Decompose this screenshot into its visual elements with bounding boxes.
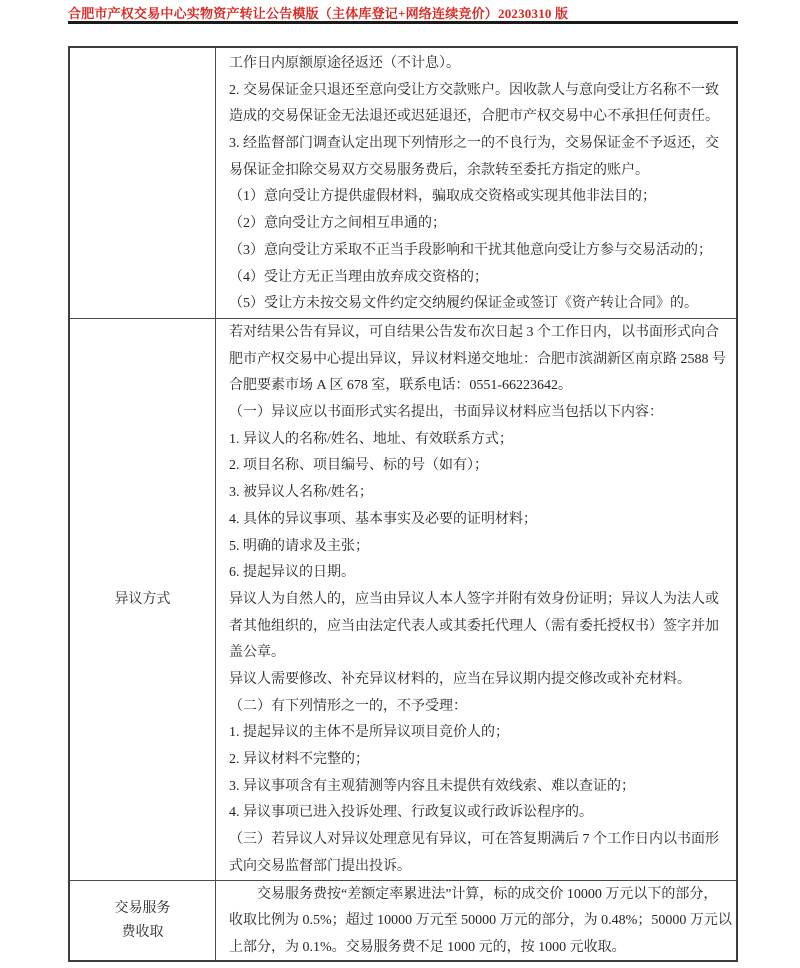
text-line: （3）意向受让方采取不正当手段影响和干扰其他意向受让方参与交易活动的； (229, 242, 712, 258)
text-line: 4. 异议事项已进入投诉处理、行政复议或行政诉讼程序的。 (229, 805, 593, 821)
text-line: 1. 提起异议的主体不是所异议项目竞价人的； (229, 725, 509, 741)
row-content-cell (216, 881, 736, 960)
text-line: 4. 具体的异议事项、基本事实及必要的证明材料； (229, 511, 537, 527)
text-line: 2. 项目名称、项目编号、标的号（如有）； (229, 458, 488, 474)
text-line: 若对结果公告有异议，可自结果公告发布次日起 3 个工作日内，以书面形式向合 (229, 325, 719, 340)
text-line: 收取比例为 0.5%；超过 10000 万元至 50000 万元的部分，为 0.48%；50000 万元以 (229, 913, 732, 929)
text-line: 异议人为自然人的，应当由异议人本人签字并附有效身份证明；异议人为法人或 (229, 591, 719, 607)
text-line: 式向交易监督部门提出投诉。 (229, 858, 411, 874)
text-line: 交易服务费按“差额定率累进法”计算，标的成交价 10000 万元以下的部分， (229, 887, 718, 902)
text-line: 盖公章。 (229, 645, 285, 661)
text-line: 2. 异议材料不完整的； (229, 752, 369, 767)
text-line: 3. 经监督部门调查认定出现下列情形之一的不良行为，交易保证金不予返还，交 (229, 136, 719, 152)
text-line: 工作日内原额原途径返还（不计息）。 (229, 56, 460, 71)
row-content-cell (216, 319, 736, 880)
text-line: 者其他组织的，应当由法定代表人或其委托代理人（需有委托授权书）签字并加 (229, 618, 719, 634)
text-line: 上部分，为 0.1%。交易服务费不足 1000 元的，按 1000 元收取。 (229, 939, 626, 955)
row-label-cell (70, 881, 216, 960)
table-row (70, 881, 736, 960)
text-line: （1）意向受让方提供虚假材料，骗取成交资格或实现其他非法目的； (229, 189, 656, 205)
text-line: 3. 被异议人名称/姓名； (229, 485, 373, 501)
text-line: 造成的交易保证金无法退还或迟延退还，合肥市产权交易中心不承担任何责任。 (229, 109, 719, 125)
text-line: （4）受让方无正当理由放弃成交资格的； (229, 269, 488, 285)
text-line: 易保证金扣除交易双方交易服务费后，余款转至委托方指定的账户。 (229, 162, 649, 178)
text-line: 1. 异议人的名称/姓名、地址、有效联系方式； (229, 431, 513, 447)
text-line: 5. 明确的请求及主张； (229, 538, 369, 554)
row-label: 交易服务费收取 (114, 900, 171, 940)
text-line: （三）若异议人对异议处理意见有异议，可在答复期满后 7 个工作日内以书面形 (229, 832, 719, 848)
text-line: 异议人需要修改、补充异议材料的，应当在异议期内提交修改或补充材料。 (229, 671, 691, 687)
page-title: 合肥市产权交易中心实物资产转让公告模版（主体库登记+网络连续竞价）20230310 版 (68, 6, 569, 21)
row-label-cell (70, 48, 216, 318)
row-label: 异议方式 (114, 591, 171, 607)
text-line: （二）有下列情形之一的，不予受理： (229, 698, 467, 714)
text-line: 合肥要素市场 A 区 678 室，联系电话：0551-66223642。 (229, 378, 572, 394)
table-row (70, 48, 736, 319)
header-divider (68, 21, 738, 24)
text-line: 3. 异议事项含有主观猜测等内容且未提供有效线索、难以查证的； (229, 778, 635, 794)
row-label-cell (70, 319, 216, 880)
text-line: 肥市产权交易中心提出异议，异议材料递交地址：合肥市滨湖新区南京路 2588 号 (229, 351, 726, 367)
text-line: 6. 提起异议的日期。 (229, 565, 355, 581)
announcement-table (68, 46, 738, 962)
text-line: 2. 交易保证金只退还至意向受让方交款账户。因收款人与意向受让方名称不一致 (229, 82, 719, 98)
text-line: （一）异议应以书面形式实名提出，书面异议材料应当包括以下内容： (229, 405, 663, 421)
row-content-cell (216, 48, 736, 318)
text-line: （5）受让方未按交易文件约定交纳履约保证金或签订《资产转让合同》的。 (229, 296, 698, 312)
text-line: （2）意向受让方之间相互串通的； (229, 216, 446, 232)
table-row (70, 319, 736, 881)
